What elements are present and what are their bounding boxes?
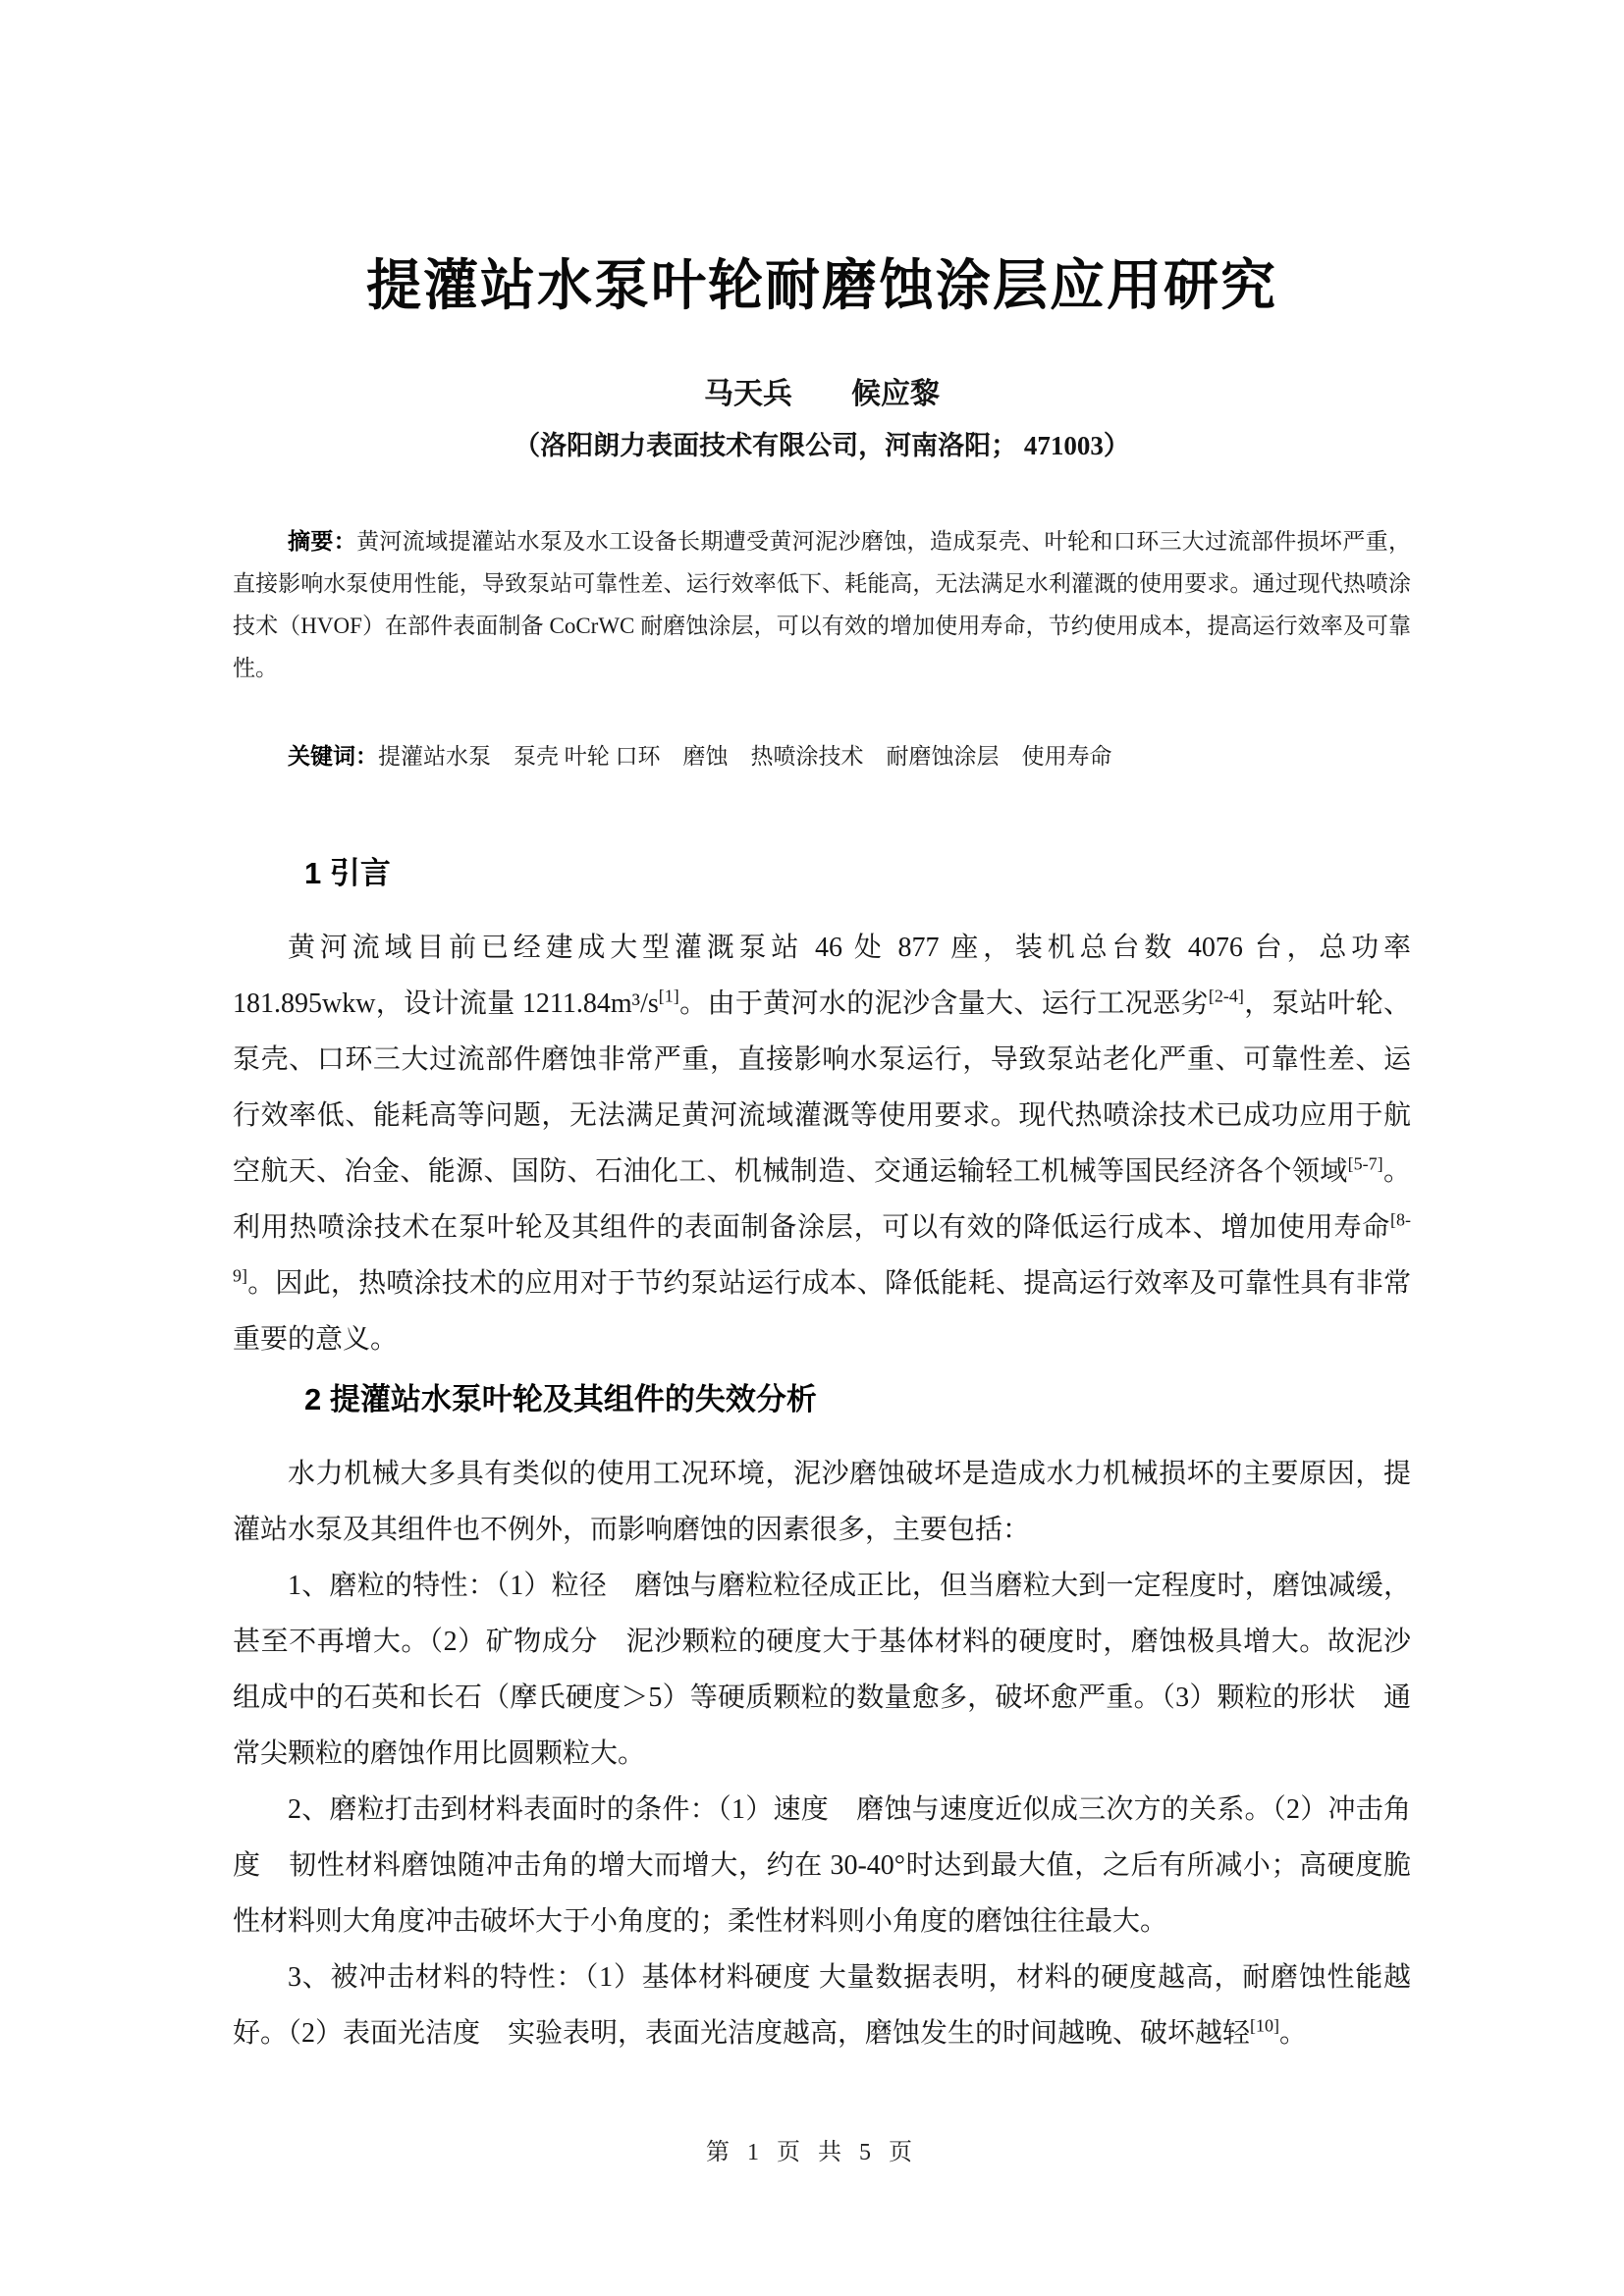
- keywords-text: 提灌站水泵 泵壳 叶轮 口环 磨蚀 热喷涂技术 耐磨蚀涂层 使用寿命: [378, 744, 1112, 769]
- keywords-line: [233, 738, 1411, 774]
- section-2-paragraph-1: 水力机械大多具有类似的使用工况环境，泥沙磨蚀破坏是造成水力机械损坏的主要原因，提灌站水泵及其组件也不例外，而影响磨蚀的因素很多，主要包括：: [233, 1459, 1411, 1545]
- document-content: [233, 253, 1411, 2061]
- section-1-paragraph: [233, 920, 1411, 1367]
- abstract-paragraph: [233, 520, 1411, 689]
- paragraph-text: 。: [1279, 2018, 1308, 2049]
- page-footer: 第 1 页 共 5 页: [706, 2140, 918, 2165]
- paragraph-text: 黄河流域目前已经建成大型灌溉泵站 46 处 877 座，装机总台数 4076 台，总功率 181.895wkw，设计流量 1211.84m³/s: [233, 933, 1411, 1019]
- keywords-label: 关键词：: [288, 743, 378, 769]
- abstract-label: 摘要：: [288, 528, 357, 554]
- section-2-heading: 2 提灌站水泵叶轮及其组件的失效分析: [304, 1382, 817, 1416]
- affiliation-line: （洛阳朗力表面技术有限公司，河南洛阳； 471003）: [514, 431, 1130, 460]
- paragraph-text: 。因此，热喷涂技术的应用对于节约泵站运行成本、降低能耗、提高运行效率及可靠性具有非常重要的意义。: [233, 1268, 1411, 1355]
- authors-line: 马天兵 候应黎: [704, 378, 940, 410]
- paragraph-text: 。利用热喷涂技术在泵叶轮及其组件的表面制备涂层，可以有效的降低运行成本、增加使用寿命: [233, 1156, 1411, 1243]
- section-2-paragraph-4: [233, 1949, 1411, 2061]
- paragraph-text: ，泵站叶轮、泵壳、口环三大过流部件磨蚀非常严重，直接影响水泵运行，导致泵站老化严重、可靠性差、运行效率低、能耗高等问题，无法满足黄河流域灌溉等使用要求。现代热喷涂技术已成功应用于航空航天、冶金、能源、国防、石油化工、机械制造、交通运输轻工机械等国民经济各个领域: [233, 988, 1411, 1187]
- section-1-heading: 1 引言: [304, 856, 391, 890]
- page-title: 提灌站水泵叶轮耐磨蚀涂层应用研究: [366, 254, 1277, 316]
- section-2-paragraph-2: 1、磨粒的特性：（1）粒径 磨蚀与磨粒粒径成正比，但当磨粒大到一定程度时，磨蚀减缓，甚至不再增大。（2）矿物成分 泥沙颗粒的硬度大于基体材料的硬度时，磨蚀极具增大。故泥沙组成中的石英和长石（摩氏硬度＞5）等硬质颗粒的数量愈多，破坏愈严重。（3）颗粒的形状 通常尖颗粒的磨蚀作用比圆颗粒大。: [233, 1571, 1411, 1769]
- paragraph-text: 。由于黄河水的泥沙含量大、运行工况恶劣: [678, 988, 1209, 1019]
- reference-marker: [8-9]: [233, 1209, 1411, 1286]
- reference-marker: [1]: [658, 986, 679, 1006]
- section-2-paragraph-3: 2、磨粒打击到材料表面时的条件：（1）速度 磨蚀与速度近似成三次方的关系。（2）冲击角度 韧性材料磨蚀随冲击角的增大而增大，约在 30-40°时达到最大值，之后有所减小；高硬度脆性材料则大角度冲击破坏大于小角度的；柔性材料则小角度的磨蚀往往最大。: [233, 1794, 1411, 1937]
- reference-marker: [2-4]: [1208, 986, 1244, 1006]
- reference-marker: [5-7]: [1347, 1153, 1383, 1174]
- abstract-text: 黄河流域提灌站水泵及水工设备长期遭受黄河泥沙磨蚀，造成泵壳、叶轮和口环三大过流部件损坏严重，直接影响水泵使用性能，导致泵站可靠性差、运行效率低下、耗能高，无法满足水利灌溉的使用要求。通过现代热喷涂技术（HVOF）在部件表面制备 CoCrWC 耐磨蚀涂层，可以有效的增加使用寿命，节约使用成本，提高运行效率及可靠性。: [233, 529, 1411, 680]
- paragraph-text: 3、被冲击材料的特性：（1）基体材料硬度 大量数据表明，材料的硬度越高，耐磨蚀性能越好。（2）表面光洁度 实验表明，表面光洁度越高，磨蚀发生的时间越晚、破坏越轻: [233, 1962, 1411, 2049]
- reference-marker: [10]: [1250, 2015, 1280, 2036]
